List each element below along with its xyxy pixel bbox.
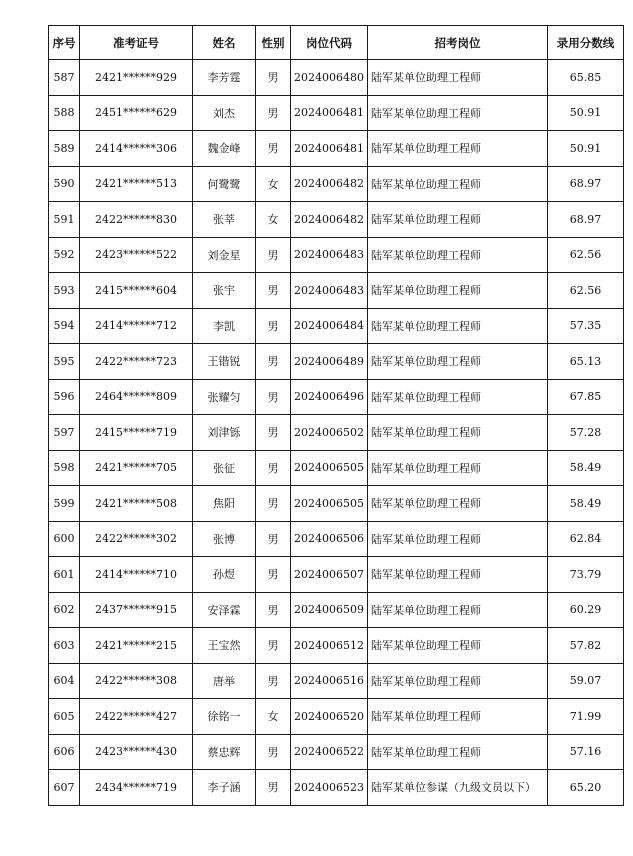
cell-seq: 597: [49, 415, 80, 451]
cell-position: 陆军某单位助理工程师: [368, 237, 548, 273]
cell-gender: 男: [256, 60, 291, 96]
cell-position-code: 2024006489: [291, 344, 368, 380]
cell-position-code: 2024006506: [291, 521, 368, 557]
cell-score-line: 62.84: [548, 521, 624, 557]
cell-position-code: 2024006509: [291, 592, 368, 628]
cell-name: 刘金星: [193, 237, 256, 273]
cell-seq: 606: [49, 734, 80, 770]
cell-exam-id: 2451******629: [80, 95, 193, 131]
cell-name: 张宇: [193, 273, 256, 309]
cell-seq: 605: [49, 699, 80, 735]
cell-name: 焦阳: [193, 486, 256, 522]
cell-gender: 男: [256, 628, 291, 664]
cell-exam-id: 2415******719: [80, 415, 193, 451]
header-name: 姓名: [193, 26, 256, 60]
table-row: [49, 734, 624, 770]
cell-exam-id: 2422******302: [80, 521, 193, 557]
cell-score-line: 50.91: [548, 95, 624, 131]
cell-seq: 589: [49, 131, 80, 167]
cell-position-code: 2024006483: [291, 237, 368, 273]
cell-position-code: 2024006481: [291, 131, 368, 167]
header-seq: 序号: [49, 26, 80, 60]
cell-position: 陆军某单位助理工程师: [368, 308, 548, 344]
cell-seq: 588: [49, 95, 80, 131]
cell-exam-id: 2464******809: [80, 379, 193, 415]
cell-score-line: 57.28: [548, 415, 624, 451]
cell-score-line: 73.79: [548, 557, 624, 593]
cell-seq: 594: [49, 308, 80, 344]
cell-position: 陆军某单位助理工程师: [368, 273, 548, 309]
cell-name: 唐举: [193, 663, 256, 699]
cell-gender: 男: [256, 557, 291, 593]
table-row: [49, 592, 624, 628]
cell-position-code: 2024006483: [291, 273, 368, 309]
cell-exam-id: 2422******427: [80, 699, 193, 735]
cell-name: 徐铭一: [193, 699, 256, 735]
header-exam-id: 准考证号: [80, 26, 193, 60]
cell-gender: 男: [256, 486, 291, 522]
cell-score-line: 62.56: [548, 237, 624, 273]
cell-name: 李芳霆: [193, 60, 256, 96]
table-row: [49, 95, 624, 131]
cell-position-code: 2024006507: [291, 557, 368, 593]
cell-gender: 男: [256, 663, 291, 699]
cell-name: 张征: [193, 450, 256, 486]
cell-position: 陆军某单位助理工程师: [368, 699, 548, 735]
table-row: [49, 166, 624, 202]
cell-gender: 男: [256, 415, 291, 451]
cell-position: 陆军某单位助理工程师: [368, 166, 548, 202]
cell-score-line: 58.49: [548, 450, 624, 486]
cell-seq: 593: [49, 273, 80, 309]
cell-score-line: 68.97: [548, 166, 624, 202]
cell-gender: 男: [256, 237, 291, 273]
cell-position: 陆军某单位助理工程师: [368, 379, 548, 415]
cell-exam-id: 2421******705: [80, 450, 193, 486]
table-row: [49, 415, 624, 451]
cell-gender: 男: [256, 379, 291, 415]
cell-position: 陆军某单位助理工程师: [368, 592, 548, 628]
cell-exam-id: 2421******513: [80, 166, 193, 202]
cell-exam-id: 2423******430: [80, 734, 193, 770]
header-gender: 性别: [256, 26, 291, 60]
cell-exam-id: 2434******719: [80, 770, 193, 806]
table-row: [49, 557, 624, 593]
table-row: [49, 60, 624, 96]
admission-score-table: [48, 25, 624, 806]
table-row: [49, 237, 624, 273]
cell-position-code: 2024006505: [291, 450, 368, 486]
cell-seq: 602: [49, 592, 80, 628]
cell-seq: 598: [49, 450, 80, 486]
cell-seq: 587: [49, 60, 80, 96]
cell-name: 魏金峰: [193, 131, 256, 167]
cell-position-code: 2024006520: [291, 699, 368, 735]
cell-name: 王锴锐: [193, 344, 256, 380]
cell-position: 陆军某单位助理工程师: [368, 663, 548, 699]
cell-position-code: 2024006481: [291, 95, 368, 131]
cell-score-line: 68.97: [548, 202, 624, 238]
cell-position-code: 2024006502: [291, 415, 368, 451]
cell-name: 李凯: [193, 308, 256, 344]
cell-name: 张博: [193, 521, 256, 557]
cell-gender: 男: [256, 592, 291, 628]
cell-seq: 590: [49, 166, 80, 202]
cell-position: 陆军某单位助理工程师: [368, 557, 548, 593]
cell-position-code: 2024006482: [291, 202, 368, 238]
cell-score-line: 57.35: [548, 308, 624, 344]
cell-score-line: 67.85: [548, 379, 624, 415]
cell-seq: 599: [49, 486, 80, 522]
cell-gender: 男: [256, 450, 291, 486]
cell-name: 刘杰: [193, 95, 256, 131]
cell-seq: 595: [49, 344, 80, 380]
table-row: [49, 273, 624, 309]
cell-position: 陆军某单位助理工程师: [368, 486, 548, 522]
cell-exam-id: 2423******522: [80, 237, 193, 273]
table-row: [49, 308, 624, 344]
cell-position-code: 2024006516: [291, 663, 368, 699]
cell-name: 刘津铄: [193, 415, 256, 451]
cell-gender: 男: [256, 770, 291, 806]
table-row: [49, 202, 624, 238]
cell-exam-id: 2414******712: [80, 308, 193, 344]
cell-position: 陆军某单位助理工程师: [368, 521, 548, 557]
cell-position: 陆军某单位参谋（九级文员以下）: [368, 770, 548, 806]
cell-score-line: 65.85: [548, 60, 624, 96]
cell-gender: 男: [256, 131, 291, 167]
table-row: [49, 628, 624, 664]
cell-exam-id: 2421******508: [80, 486, 193, 522]
cell-exam-id: 2422******308: [80, 663, 193, 699]
cell-gender: 男: [256, 95, 291, 131]
table-row: [49, 521, 624, 557]
header-row: [49, 26, 624, 60]
header-position-code: 岗位代码: [291, 26, 368, 60]
cell-gender: 男: [256, 734, 291, 770]
cell-score-line: 57.82: [548, 628, 624, 664]
cell-score-line: 60.29: [548, 592, 624, 628]
table-row: [49, 379, 624, 415]
cell-position-code: 2024006505: [291, 486, 368, 522]
cell-seq: 600: [49, 521, 80, 557]
table-row: [49, 770, 624, 806]
cell-name: 李子涵: [193, 770, 256, 806]
cell-score-line: 71.99: [548, 699, 624, 735]
cell-seq: 591: [49, 202, 80, 238]
table-row: [49, 131, 624, 167]
cell-score-line: 62.56: [548, 273, 624, 309]
cell-position-code: 2024006523: [291, 770, 368, 806]
cell-seq: 607: [49, 770, 80, 806]
cell-exam-id: 2437******915: [80, 592, 193, 628]
header-score-line: 录用分数线: [548, 26, 624, 60]
cell-position-code: 2024006482: [291, 166, 368, 202]
cell-position: 陆军某单位助理工程师: [368, 628, 548, 664]
cell-name: 蔡忠辉: [193, 734, 256, 770]
cell-name: 张耀匀: [193, 379, 256, 415]
cell-position: 陆军某单位助理工程师: [368, 131, 548, 167]
cell-exam-id: 2414******710: [80, 557, 193, 593]
cell-gender: 男: [256, 308, 291, 344]
cell-position: 陆军某单位助理工程师: [368, 202, 548, 238]
cell-seq: 592: [49, 237, 80, 273]
cell-position-code: 2024006480: [291, 60, 368, 96]
cell-position: 陆军某单位助理工程师: [368, 95, 548, 131]
cell-exam-id: 2422******830: [80, 202, 193, 238]
cell-position: 陆军某单位助理工程师: [368, 734, 548, 770]
table-row: [49, 663, 624, 699]
table-row: [49, 486, 624, 522]
cell-seq: 601: [49, 557, 80, 593]
cell-seq: 603: [49, 628, 80, 664]
cell-gender: 男: [256, 521, 291, 557]
cell-position: 陆军某单位助理工程师: [368, 60, 548, 96]
cell-score-line: 50.91: [548, 131, 624, 167]
cell-position: 陆军某单位助理工程师: [368, 415, 548, 451]
cell-score-line: 57.16: [548, 734, 624, 770]
cell-exam-id: 2421******215: [80, 628, 193, 664]
table-row: [49, 699, 624, 735]
cell-name: 安泽霖: [193, 592, 256, 628]
table-row: [49, 450, 624, 486]
cell-score-line: 65.20: [548, 770, 624, 806]
cell-position-code: 2024006496: [291, 379, 368, 415]
cell-exam-id: 2421******929: [80, 60, 193, 96]
cell-gender: 女: [256, 699, 291, 735]
cell-exam-id: 2414******306: [80, 131, 193, 167]
cell-gender: 男: [256, 344, 291, 380]
cell-position: 陆军某单位助理工程师: [368, 344, 548, 380]
cell-name: 王宝然: [193, 628, 256, 664]
cell-gender: 女: [256, 166, 291, 202]
cell-seq: 604: [49, 663, 80, 699]
cell-score-line: 65.13: [548, 344, 624, 380]
cell-exam-id: 2422******723: [80, 344, 193, 380]
cell-position-code: 2024006484: [291, 308, 368, 344]
cell-score-line: 59.07: [548, 663, 624, 699]
header-position: 招考岗位: [368, 26, 548, 60]
cell-gender: 女: [256, 202, 291, 238]
cell-seq: 596: [49, 379, 80, 415]
cell-position-code: 2024006512: [291, 628, 368, 664]
cell-name: 孙煜: [193, 557, 256, 593]
cell-score-line: 58.49: [548, 486, 624, 522]
cell-exam-id: 2415******604: [80, 273, 193, 309]
cell-name: 何鹭鹭: [193, 166, 256, 202]
cell-name: 张莘: [193, 202, 256, 238]
cell-gender: 男: [256, 273, 291, 309]
table-row: [49, 344, 624, 380]
cell-position: 陆军某单位助理工程师: [368, 450, 548, 486]
cell-position-code: 2024006522: [291, 734, 368, 770]
